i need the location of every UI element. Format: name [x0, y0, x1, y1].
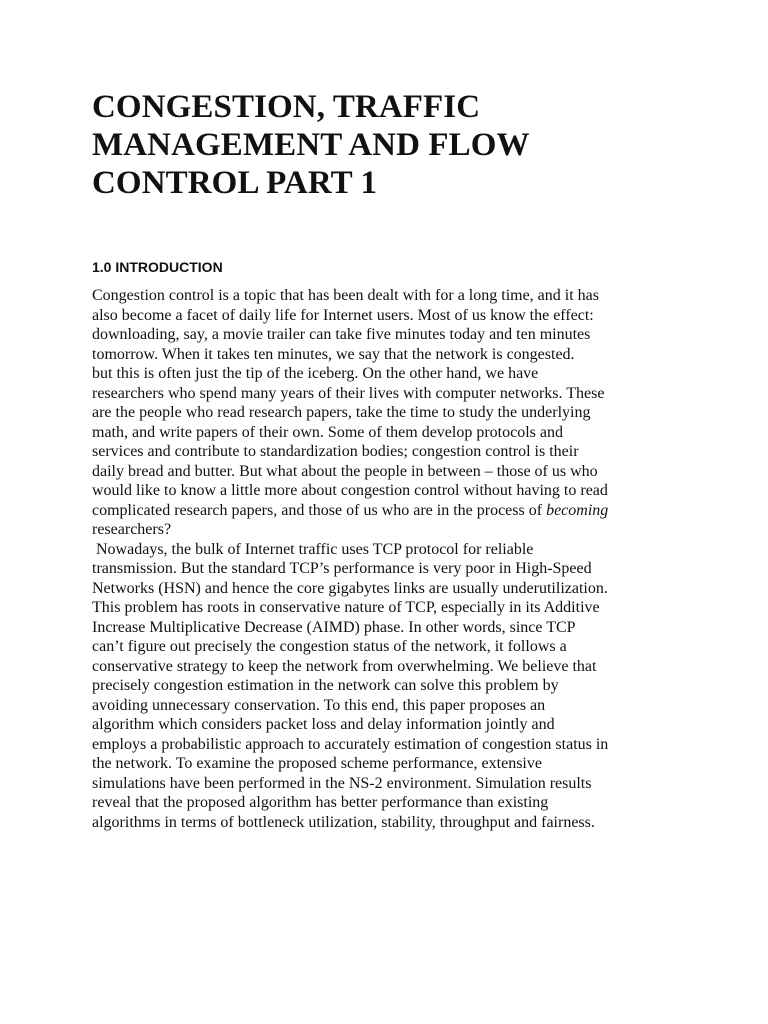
italic-word: becoming	[546, 501, 609, 519]
body-line-with-italic	[92, 501, 682, 521]
body-line: This problem has roots in conservative nature of TCP, especially in its Additive	[92, 599, 600, 616]
body-line: can’t figure out precisely the congestion status of the network, it follows a	[92, 638, 567, 655]
body-line: Nowadays, the bulk of Internet traffic uses TCP protocol for reliable	[92, 540, 534, 558]
body-line: services and contribute to standardization bodies; congestion control is their	[92, 443, 579, 460]
body-line: researchers?	[92, 521, 172, 538]
body-line-text: complicated research papers, and those of us who are in the process of	[92, 501, 547, 519]
body-line: simulations have been performed in the NS-2 environment. Simulation results	[92, 774, 592, 792]
body-line: daily bread and butter. But what about the people in between – those of us who	[92, 462, 598, 480]
body-line: but this is often just the tip of the iceberg. On the other hand, we have	[92, 365, 539, 382]
body-line: also become a facet of daily life for Internet users. Most of us know the effect:	[92, 306, 594, 324]
body-line: would like to know a little more about congestion control without having to read	[92, 482, 608, 499]
body-line: precisely congestion estimation in the network can solve this problem by	[92, 677, 559, 694]
body-paragraph	[92, 286, 682, 832]
body-line: Networks (HSN) and hence the core gigabytes links are usually underutilization.	[92, 579, 608, 597]
body-line: Increase Multiplicative Decrease (AIMD) phase. In other words, since TCP	[92, 618, 576, 636]
body-line: avoiding unnecessary conservation. To this end, this paper proposes an	[92, 696, 546, 714]
body-line: math, and write papers of their own. Some of them develop protocols and	[92, 423, 563, 441]
body-line: the network. To examine the proposed scheme performance, extensive	[92, 755, 542, 772]
document-title	[92, 88, 682, 202]
title-line: MANAGEMENT AND FLOW	[92, 127, 530, 163]
body-line: are the people who read research papers, take the time to study the underlying	[92, 404, 591, 421]
document-page	[92, 88, 682, 832]
body-line: employs a probabilistic approach to accurately estimation of congestion status in	[92, 735, 609, 753]
body-line: transmission. But the standard TCP’s performance is very poor in High-Speed	[92, 560, 592, 577]
body-line: tomorrow. When it takes ten minutes, we say that the network is congested.	[92, 345, 575, 363]
title-line: CONGESTION, TRAFFIC	[92, 89, 481, 125]
section-heading: 1.0 INTRODUCTION	[92, 259, 223, 275]
body-line: reveal that the proposed algorithm has better performance than existing	[92, 794, 549, 811]
body-line: downloading, say, a movie trailer can take five minutes today and ten minutes	[92, 326, 591, 343]
title-line: CONTROL PART 1	[92, 165, 378, 201]
body-line: Congestion control is a topic that has been dealt with for a long time, and it has	[92, 287, 599, 304]
body-line: researchers who spend many years of their lives with computer networks. These	[92, 384, 605, 402]
body-line: algorithms in terms of bottleneck utilization, stability, throughput and fairness.	[92, 813, 595, 831]
body-line: algorithm which considers packet loss and delay information jointly and	[92, 716, 555, 733]
body-line: conservative strategy to keep the network from overwhelming. We believe that	[92, 657, 597, 675]
